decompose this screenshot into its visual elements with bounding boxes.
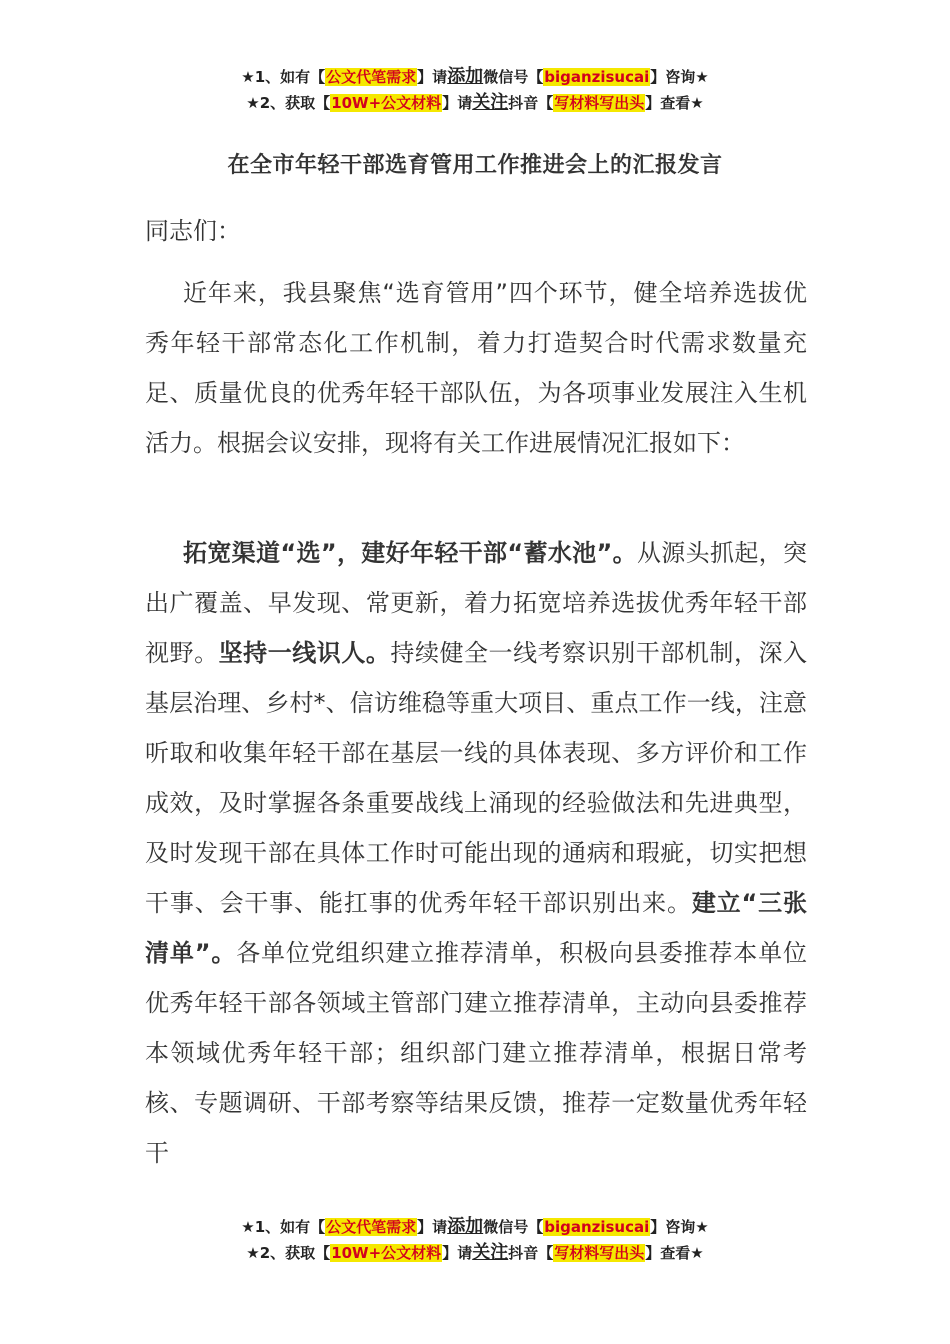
paragraph-text: 持续健全一线考察识别干部机制，深入基层治理、乡村*、信访维稳等重大项目、重点工作一线，注意听取和收集年轻干部在基层一线的具体表现、多方评价和工作成效，及时掌握各条重要战线上涌现的经验做法和先进典型，及时发现干部在具体工作时可能出现的通病和瑕疵，切实把想干事、会干事、能扛事的优秀年轻干部识别出来。 [145, 639, 808, 917]
banner-underline: 添加 [447, 66, 484, 87]
banner-highlight: 写材料写出头 [554, 94, 645, 112]
subsection-heading: 坚持一线识人。 [218, 639, 391, 667]
header-banner [0, 64, 950, 116]
banner-text: 】请 [442, 94, 473, 112]
banner-line-1 [0, 1214, 950, 1240]
banner-text: ★2、获取【 [246, 94, 331, 112]
banner-text: 】查看★ [645, 94, 704, 112]
banner-underline: 关注 [472, 92, 509, 113]
section-heading: 拓宽渠道“选”，建好年轻干部“蓄水池”。 [183, 539, 637, 567]
banner-text: 抖音【 [508, 94, 554, 112]
banner-highlight: biganzisucai [544, 68, 650, 86]
banner-line-2 [0, 1240, 950, 1266]
banner-highlight: 10W+公文材料 [331, 94, 442, 112]
banner-underline: 关注 [472, 1242, 509, 1263]
banner-text: ★2、获取【 [246, 1244, 331, 1262]
banner-text: 抖音【 [508, 1244, 554, 1262]
banner-text: 】请 [417, 1218, 448, 1236]
paragraph-intro [145, 268, 807, 468]
banner-text: 微信号【 [483, 1218, 544, 1236]
banner-line-2 [0, 90, 950, 116]
footer-banner [0, 1214, 950, 1266]
banner-text: 】咨询★ [650, 1218, 709, 1236]
subsection-heading: 建立“三张清单”。 [145, 889, 808, 967]
paragraph-body [145, 528, 807, 1178]
paragraph-text: 各单位党组织建立推荐清单，积极向县委推荐本单位优秀年轻干部各领域主管部门建立推荐清单，主动向县委推荐本领域优秀年轻干部；组织部门建立推荐清单，根据日常考核、专题调研、干部考察等结果反馈，推荐一定数量优秀年轻干 [145, 939, 808, 1167]
banner-underline: 添加 [447, 1216, 484, 1237]
banner-highlight: biganzisucai [544, 1218, 650, 1236]
banner-text: 】咨询★ [650, 68, 709, 86]
banner-text: 】查看★ [645, 1244, 704, 1262]
document-title: 在全市年轻干部选育管用工作推进会上的汇报发言 [227, 153, 723, 178]
paragraph-text: 近年来，我县聚焦“选育管用”四个环节，健全培养选拔优秀年轻干部常态化工作机制，着力打造契合时代需求数量充足、质量优良的优秀年轻干部队伍，为各项事业发展注入生机活力。根据会议安排，现将有关工作进展情况汇报如下： [145, 279, 807, 457]
banner-text: ★1、如有【 [241, 1218, 326, 1236]
paragraph-section-1 [145, 528, 807, 1178]
banner-text: 】请 [442, 1244, 473, 1262]
banner-text: ★1、如有【 [241, 68, 326, 86]
banner-highlight: 公文代笔需求 [326, 68, 417, 86]
banner-highlight: 10W+公文材料 [331, 1244, 442, 1262]
salutation: 同志们： [145, 217, 241, 245]
banner-highlight: 写材料写出头 [554, 1244, 645, 1262]
banner-line-1 [0, 64, 950, 90]
paragraph-text: 从源头抓起，突出广覆盖、早发现、常更新，着力拓宽培养选拔优秀年轻干部视野。 [145, 539, 808, 667]
banner-text: 微信号【 [483, 68, 544, 86]
banner-text: 】请 [417, 68, 448, 86]
banner-highlight: 公文代笔需求 [326, 1218, 417, 1236]
